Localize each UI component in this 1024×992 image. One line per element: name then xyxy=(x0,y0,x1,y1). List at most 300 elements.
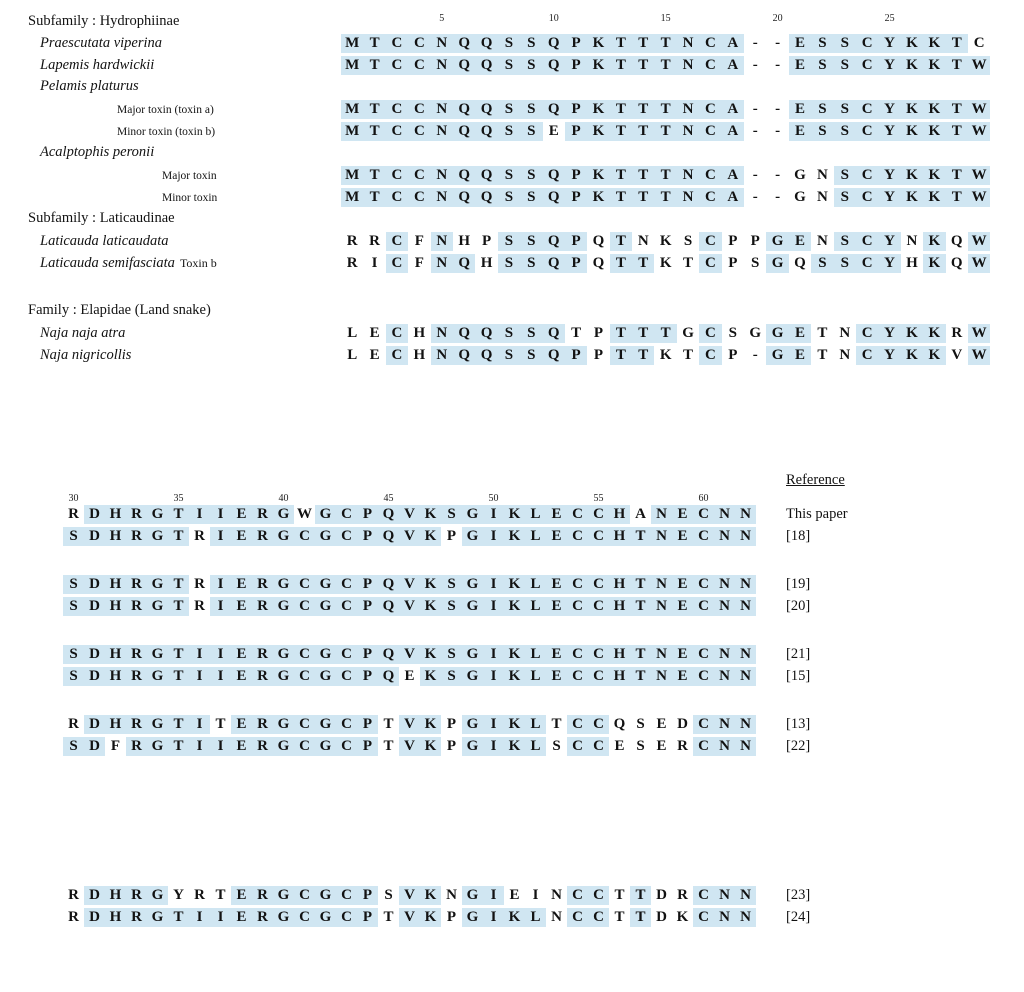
position-number: 25 xyxy=(884,13,895,24)
toxin-label xyxy=(0,170,341,182)
alignment-row xyxy=(0,667,1024,689)
residue-cell: E xyxy=(231,575,252,594)
residue-cell: S xyxy=(834,56,856,75)
residue-cell: H xyxy=(458,233,470,249)
position-number xyxy=(231,492,252,505)
spacer-row xyxy=(0,759,1024,886)
residue-cell: C xyxy=(699,34,721,53)
residue-cell: G xyxy=(273,505,294,524)
residue-cell: W xyxy=(968,56,990,75)
residue-cell: W xyxy=(968,100,990,119)
reference-label: [20] xyxy=(786,598,811,614)
alignment-row xyxy=(0,12,1024,34)
residue-cell: R xyxy=(252,886,273,905)
position-number xyxy=(525,492,546,505)
residue-cell: C xyxy=(588,667,609,686)
residue-cell: E xyxy=(672,527,693,546)
residue-cell: Q xyxy=(543,324,565,343)
residue-cell: N xyxy=(714,737,735,756)
residue-cell: Y xyxy=(878,324,900,343)
residue-cell: K xyxy=(504,737,525,756)
residue-cell: P xyxy=(728,347,738,363)
residue-cell: R xyxy=(126,597,147,616)
residue-cell: Q xyxy=(543,346,565,365)
residue-cell: N xyxy=(677,34,699,53)
position-number xyxy=(462,492,483,505)
residue-cell: R xyxy=(346,233,358,249)
residue-cell: I xyxy=(483,527,504,546)
label-text: Family : Elapidae (Land snake) xyxy=(28,302,211,318)
residue-cell: S xyxy=(834,166,856,185)
reference-label: [18] xyxy=(786,528,811,544)
residue-cell: C xyxy=(693,575,714,594)
residue-cell: Q xyxy=(950,233,963,249)
residue-cell: C xyxy=(699,346,721,365)
residue-cell: H xyxy=(480,255,493,271)
residue-cell: T xyxy=(610,254,632,273)
residue-cell: Q xyxy=(543,34,565,53)
residue-cell: N xyxy=(714,715,735,734)
position-number: 35 xyxy=(173,493,184,504)
residue-cell: S xyxy=(520,188,542,207)
residue-cell: N xyxy=(431,188,453,207)
residue-cell: E xyxy=(672,597,693,616)
residue-cell: Y xyxy=(173,887,184,903)
position-ruler xyxy=(341,12,990,25)
position-number xyxy=(610,12,632,25)
residue-cell: N xyxy=(431,232,453,251)
residue-cell: A xyxy=(722,34,744,53)
residue-cell: D xyxy=(677,716,688,732)
residue-cell: S xyxy=(384,887,393,903)
position-number xyxy=(587,12,609,25)
residue-cell: I xyxy=(189,505,210,524)
residue-cell: R xyxy=(194,887,205,903)
residue-cell: N xyxy=(735,737,756,756)
residue-cell: E xyxy=(789,100,811,119)
residue-cell: N xyxy=(906,233,918,249)
residue-cell: C xyxy=(336,667,357,686)
residue-cell: K xyxy=(659,233,672,249)
residue-cell: R xyxy=(194,528,205,544)
residue-cell: T xyxy=(630,527,651,546)
residue-cell: D xyxy=(84,667,105,686)
residue-cell: H xyxy=(906,255,918,271)
residue-cell: P xyxy=(565,100,587,119)
residue-cell: - xyxy=(752,347,758,363)
reference-header-row xyxy=(0,463,1024,489)
residue-cell: P xyxy=(565,346,587,365)
residue-cell: S xyxy=(441,597,462,616)
residue-cell: N xyxy=(816,167,828,183)
reference-label: [13] xyxy=(786,716,811,732)
position-number xyxy=(699,12,721,25)
residue-cell: H xyxy=(105,505,126,524)
residue-cell: S xyxy=(834,34,856,53)
residue-cell: Q xyxy=(475,324,497,343)
position-number xyxy=(789,12,811,25)
residue-cell: G xyxy=(766,254,788,273)
position-number: 30 xyxy=(68,493,79,504)
residue-cell: E xyxy=(789,56,811,75)
residue-cell: K xyxy=(587,100,609,119)
sequence xyxy=(63,715,756,734)
residue-cell: C xyxy=(699,188,721,207)
residue-cell: T xyxy=(610,346,632,365)
residue-cell: G xyxy=(273,908,294,927)
residue-cell: G xyxy=(462,575,483,594)
residue-cell: C xyxy=(408,122,430,141)
residue-cell: N xyxy=(714,645,735,664)
residue-cell: Q xyxy=(378,505,399,524)
residue-cell: L xyxy=(525,908,546,927)
residue-cell: G xyxy=(315,667,336,686)
residue-cell: H xyxy=(609,645,630,664)
residue-cell: T xyxy=(946,122,968,141)
residue-cell: K xyxy=(923,232,945,251)
residue-cell: A xyxy=(722,166,744,185)
residue-cell: K xyxy=(901,324,923,343)
residue-cell: L xyxy=(525,527,546,546)
residue-cell: N xyxy=(735,886,756,905)
alignment-row xyxy=(0,232,1024,254)
position-number xyxy=(672,492,693,505)
residue-cell: E xyxy=(546,645,567,664)
residue-cell: - xyxy=(775,35,781,51)
residue-cell: I xyxy=(483,597,504,616)
residue-cell: K xyxy=(420,527,441,546)
position-number xyxy=(632,12,654,25)
residue-cell: G xyxy=(315,575,336,594)
residue-cell: Q xyxy=(453,188,475,207)
residue-cell: C xyxy=(856,254,878,273)
residue-cell: G xyxy=(147,886,168,905)
residue-cell: R xyxy=(369,233,380,249)
residue-cell: I xyxy=(483,715,504,734)
residue-cell: G xyxy=(462,908,483,927)
residue-cell: G xyxy=(147,908,168,927)
residue-cell: G xyxy=(273,715,294,734)
residue-cell: N xyxy=(735,597,756,616)
residue-cell: R xyxy=(252,527,273,546)
residue-cell: D xyxy=(84,505,105,524)
sequence xyxy=(341,232,990,251)
residue-cell: G xyxy=(315,645,336,664)
residue-cell: Q xyxy=(543,188,565,207)
alignment-row xyxy=(0,78,1024,100)
residue-cell: C xyxy=(856,122,878,141)
residue-cell: I xyxy=(210,505,231,524)
alignment-row xyxy=(0,645,1024,667)
sequence xyxy=(341,34,990,53)
residue-cell: S xyxy=(498,166,520,185)
alignment-row xyxy=(0,144,1024,166)
label-text: Laticauda laticaudata xyxy=(40,233,169,249)
spacer-row xyxy=(0,689,1024,715)
residue-cell: P xyxy=(565,122,587,141)
residue-cell: T xyxy=(614,909,625,925)
residue-cell: P xyxy=(446,716,457,732)
residue-cell: C xyxy=(386,232,408,251)
residue-cell: Q xyxy=(475,34,497,53)
residue-cell: C xyxy=(386,34,408,53)
residue-cell: L xyxy=(347,347,358,363)
residue-cell: Q xyxy=(543,100,565,119)
position-number xyxy=(441,492,462,505)
residue-cell: V xyxy=(399,527,420,546)
residue-cell: T xyxy=(610,232,632,251)
residue-cell: Q xyxy=(475,346,497,365)
residue-cell: L xyxy=(525,715,546,734)
residue-cell: V xyxy=(399,645,420,664)
residue-cell: S xyxy=(498,100,520,119)
residue-cell: T xyxy=(363,188,385,207)
reference-label: [23] xyxy=(786,887,811,903)
sequence xyxy=(63,505,756,524)
residue-cell: N xyxy=(651,597,672,616)
residue-cell: N xyxy=(714,908,735,927)
residue-cell: T xyxy=(630,667,651,686)
residue-cell: D xyxy=(656,909,667,925)
residue-cell: V xyxy=(399,908,420,927)
residue-cell: - xyxy=(775,123,781,139)
residue-cell: Q xyxy=(543,254,565,273)
residue-cell: I xyxy=(532,887,539,903)
position-number: 20 xyxy=(772,13,783,24)
residue-cell: T xyxy=(383,738,394,754)
residue-cell: N xyxy=(677,100,699,119)
residue-cell: T xyxy=(610,188,632,207)
residue-cell: S xyxy=(498,324,520,343)
residue-cell: K xyxy=(420,908,441,927)
residue-cell: R xyxy=(252,715,273,734)
residue-cell: C xyxy=(693,597,714,616)
label-text: Major toxin (toxin a) xyxy=(117,104,214,116)
residue-cell: G xyxy=(147,715,168,734)
residue-cell: D xyxy=(84,715,105,734)
residue-cell: C xyxy=(699,56,721,75)
residue-cell: Q xyxy=(378,645,399,664)
residue-cell: T xyxy=(610,324,632,343)
label-text: Subfamily : Hydrophiinae xyxy=(28,13,180,29)
residue-cell: S xyxy=(520,34,542,53)
residue-cell: K xyxy=(504,715,525,734)
residue-cell: C xyxy=(699,100,721,119)
residue-cell: R xyxy=(194,598,205,614)
residue-cell: C xyxy=(567,908,588,927)
label-text: Lapemis hardwickii xyxy=(40,57,155,73)
residue-cell: M xyxy=(341,166,363,185)
residue-cell: C xyxy=(336,715,357,734)
residue-cell: L xyxy=(525,737,546,756)
residue-cell: S xyxy=(811,56,833,75)
sequence xyxy=(341,324,990,343)
residue-cell: C xyxy=(693,667,714,686)
position-number xyxy=(252,492,273,505)
residue-cell: C xyxy=(588,527,609,546)
residue-cell: C xyxy=(336,527,357,546)
residue-cell: C xyxy=(856,324,878,343)
residue-cell: - xyxy=(752,35,758,51)
residue-cell: T xyxy=(168,667,189,686)
residue-cell: C xyxy=(588,737,609,756)
position-number xyxy=(567,492,588,505)
sequence xyxy=(63,886,756,905)
residue-cell: C xyxy=(693,908,714,927)
residue-cell: T xyxy=(551,716,562,732)
residue-cell: Y xyxy=(878,122,900,141)
residue-cell: N xyxy=(714,575,735,594)
residue-cell: T xyxy=(683,347,694,363)
residue-cell: V xyxy=(399,575,420,594)
residue-cell: C xyxy=(294,737,315,756)
residue-cell: F xyxy=(110,738,121,754)
residue-cell: S xyxy=(498,188,520,207)
residue-cell: G xyxy=(273,667,294,686)
residue-cell: K xyxy=(923,122,945,141)
residue-cell: I xyxy=(210,667,231,686)
residue-cell: K xyxy=(659,255,672,271)
residue-cell: C xyxy=(856,34,878,53)
position-number xyxy=(126,492,147,505)
residue-cell: N xyxy=(431,100,453,119)
residue-cell: K xyxy=(923,346,945,365)
residue-cell: C xyxy=(408,100,430,119)
residue-cell: Q xyxy=(543,166,565,185)
residue-cell: C xyxy=(386,56,408,75)
residue-cell: S xyxy=(834,188,856,207)
residue-cell: G xyxy=(315,908,336,927)
alignment-row xyxy=(0,324,1024,346)
residue-cell: K xyxy=(587,34,609,53)
residue-cell: R xyxy=(951,325,963,341)
residue-cell: - xyxy=(752,101,758,117)
residue-cell: E xyxy=(369,325,380,341)
residue-cell: H xyxy=(105,645,126,664)
residue-cell: K xyxy=(901,166,923,185)
residue-cell: - xyxy=(752,57,758,73)
residue-cell: G xyxy=(147,645,168,664)
residue-cell: K xyxy=(420,645,441,664)
residue-cell: Y xyxy=(878,188,900,207)
residue-cell: N xyxy=(677,56,699,75)
position-number xyxy=(189,492,210,505)
residue-cell: P xyxy=(357,886,378,905)
residue-cell: T xyxy=(654,188,676,207)
position-number xyxy=(386,12,408,25)
position-number xyxy=(722,12,744,25)
position-number: 55 xyxy=(593,493,604,504)
residue-cell: T xyxy=(571,325,582,341)
residue-cell: Y xyxy=(878,34,900,53)
sequence xyxy=(63,597,756,616)
residue-cell: Q xyxy=(453,100,475,119)
position-number xyxy=(294,492,315,505)
residue-cell: N xyxy=(651,505,672,524)
residue-cell: S xyxy=(811,254,833,273)
residue-cell: T xyxy=(168,715,189,734)
residue-cell: T xyxy=(946,100,968,119)
residue-cell: K xyxy=(923,324,945,343)
alignment-row xyxy=(0,346,1024,368)
residue-cell: R xyxy=(68,506,79,522)
residue-cell: Q xyxy=(543,232,565,251)
residue-cell: K xyxy=(504,527,525,546)
residue-cell: C xyxy=(336,886,357,905)
position-number: 5 xyxy=(439,13,445,24)
residue-cell: K xyxy=(923,254,945,273)
residue-cell: F xyxy=(414,255,424,271)
residue-cell: P xyxy=(728,233,738,249)
residue-cell: R xyxy=(126,527,147,546)
reference-label: [22] xyxy=(786,738,811,754)
residue-cell: C xyxy=(336,737,357,756)
residue-cell: C xyxy=(567,886,588,905)
residue-cell: C xyxy=(294,667,315,686)
residue-cell: R xyxy=(252,908,273,927)
sequence xyxy=(341,188,990,207)
position-number xyxy=(744,12,766,25)
position-number xyxy=(357,492,378,505)
residue-cell: Q xyxy=(592,233,605,249)
residue-cell: H xyxy=(105,715,126,734)
residue-cell: S xyxy=(498,232,520,251)
residue-cell: K xyxy=(659,347,672,363)
residue-cell: P xyxy=(357,527,378,546)
residue-cell: I xyxy=(189,645,210,664)
residue-cell: C xyxy=(336,505,357,524)
residue-cell: N xyxy=(714,527,735,546)
sequence xyxy=(341,166,990,185)
residue-cell: T xyxy=(946,56,968,75)
residue-cell: K xyxy=(587,56,609,75)
residue-cell: R xyxy=(126,715,147,734)
residue-cell: Y xyxy=(878,232,900,251)
residue-cell: C xyxy=(294,575,315,594)
residue-cell: D xyxy=(84,908,105,927)
residue-cell: T xyxy=(630,575,651,594)
residue-cell: C xyxy=(386,166,408,185)
label-text: Major toxin xyxy=(162,170,217,182)
residue-cell: N xyxy=(651,667,672,686)
residue-cell: E xyxy=(546,505,567,524)
residue-cell: N xyxy=(637,233,649,249)
residue-cell: T xyxy=(632,34,654,53)
position-number xyxy=(651,492,672,505)
residue-cell: K xyxy=(504,505,525,524)
residue-cell: - xyxy=(752,123,758,139)
residue-cell: S xyxy=(834,254,856,273)
residue-cell: I xyxy=(371,255,378,271)
alignment-row xyxy=(0,100,1024,122)
residue-cell: C xyxy=(588,597,609,616)
alignment-row xyxy=(0,575,1024,597)
residue-cell: E xyxy=(369,347,380,363)
residue-cell: T xyxy=(614,887,625,903)
residue-cell: C xyxy=(856,232,878,251)
residue-cell: N xyxy=(677,122,699,141)
residue-cell: W xyxy=(968,324,990,343)
residue-cell: T xyxy=(654,34,676,53)
residue-cell: P xyxy=(357,908,378,927)
residue-cell: C xyxy=(588,715,609,734)
residue-cell: I xyxy=(189,737,210,756)
residue-cell: E xyxy=(546,597,567,616)
residue-cell: S xyxy=(498,34,520,53)
species-label xyxy=(0,233,341,250)
residue-cell: I xyxy=(483,575,504,594)
residue-cell: W xyxy=(968,346,990,365)
